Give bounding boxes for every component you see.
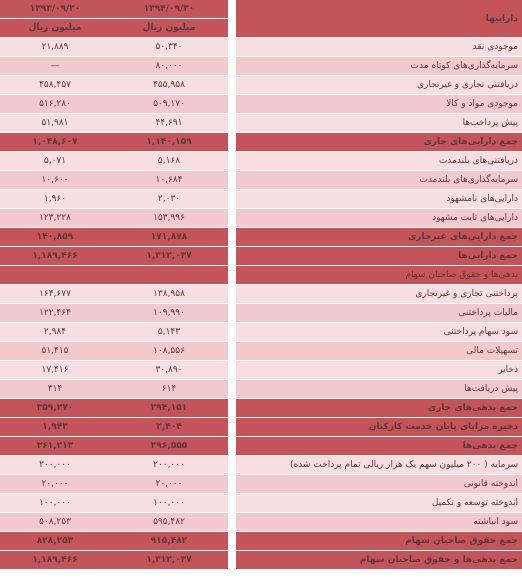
- row-label: تسهیلات مالی: [236, 342, 522, 361]
- row-label: سرمایه‌گذاری‌های بلندمدت: [236, 171, 522, 190]
- row-current-value: ۱,۱۴۰,۱۵۹: [110, 133, 228, 152]
- row-previous-value: ۲۰,۰۰۰: [0, 475, 110, 494]
- header-gap: [228, 0, 236, 38]
- header-current-period: ۱۳۹۴/۰۹/۳۰: [110, 0, 228, 19]
- row-current-value: ۶۱۴: [110, 380, 228, 399]
- row-previous-value: ۱,۱۸۹,۴۶۶: [0, 551, 110, 570]
- table-row: [0, 76, 522, 95]
- row-current-value: [110, 266, 228, 285]
- row-label: پیش پرداخت‌ها: [236, 114, 522, 133]
- row-label: سرمایه‌گذاری‌های کوتاه مدت: [236, 57, 522, 76]
- row-previous-value: ۱۲۲,۴۶۴: [0, 304, 110, 323]
- row-current-value: ۱۷۱,۸۷۸: [110, 228, 228, 247]
- table-row: [0, 532, 522, 551]
- row-current-value: ۱۰۹,۹۹۰: [110, 304, 228, 323]
- row-current-value: ۲۹۶,۵۵۵: [110, 437, 228, 456]
- table-row: [0, 114, 522, 133]
- row-label: ذخیره مزایای پایان خدمت کارکنان: [236, 418, 522, 437]
- row-gap: [228, 399, 236, 418]
- row-previous-value: ۱,۰۴۸,۶۰۷: [0, 133, 110, 152]
- table-row: [0, 304, 522, 323]
- row-previous-value: ۱,۱۸۹,۴۶۶: [0, 247, 110, 266]
- table-row: [0, 342, 522, 361]
- row-current-value: ۱۵۳,۹۹۶: [110, 209, 228, 228]
- row-current-value: ۲,۰۳۰: [110, 190, 228, 209]
- row-previous-value: ۱۲۳,۲۲۸: [0, 209, 110, 228]
- row-current-value: ۵۰,۳۴۰: [110, 38, 228, 57]
- row-label: مالیات پرداختنی: [236, 304, 522, 323]
- table-row: [0, 285, 522, 304]
- row-previous-value: ۱۴۰,۸۵۹: [0, 228, 110, 247]
- row-current-value: ۴۴,۶۹۱: [110, 114, 228, 133]
- row-current-value: ۲۰۰,۰۰۰: [110, 456, 228, 475]
- row-current-value: ۱,۳۱۲,۰۳۷: [110, 247, 228, 266]
- table-row: [0, 57, 522, 76]
- row-label: سرمایه ( ۲۰۰ میلیون سهم یک هزار ریالی تمام پرداخت شده): [236, 456, 522, 475]
- row-gap: [228, 361, 236, 380]
- row-label: سود انباشته: [236, 513, 522, 532]
- table-row: [0, 266, 522, 285]
- row-previous-value: ۲,۹۸۴: [0, 323, 110, 342]
- row-gap: [228, 380, 236, 399]
- table-row: [0, 247, 522, 266]
- table-row: [0, 418, 522, 437]
- table-row: [0, 475, 522, 494]
- row-gap: [228, 190, 236, 209]
- table-row: [0, 38, 522, 57]
- row-gap: [228, 304, 236, 323]
- row-previous-value: [0, 266, 110, 285]
- row-current-value: ۱۳۸,۹۵۸: [110, 285, 228, 304]
- row-previous-value: ۱۰,۶۰۰: [0, 171, 110, 190]
- row-label: دارایی‌های ثابت مشهود: [236, 209, 522, 228]
- row-gap: [228, 171, 236, 190]
- row-current-value: ۴۵۵,۹۵۸: [110, 76, 228, 95]
- row-current-value: ۹۱۵,۴۸۲: [110, 532, 228, 551]
- row-current-value: ۲۹۴,۱۵۱: [110, 399, 228, 418]
- row-gap: [228, 76, 236, 95]
- row-gap: [228, 494, 236, 513]
- row-label: موجودی نقد: [236, 38, 522, 57]
- row-gap: [228, 342, 236, 361]
- row-gap: [228, 532, 236, 551]
- table-row: [0, 380, 522, 399]
- row-gap: [228, 95, 236, 114]
- row-label: اندوخته قانونی: [236, 475, 522, 494]
- row-previous-value: ۴۵۸,۴۵۷: [0, 76, 110, 95]
- row-previous-value: ۸۲۸,۲۵۳: [0, 532, 110, 551]
- row-label: پیش دریافت‌ها: [236, 380, 522, 399]
- row-label: جمع دارایی‌ها: [236, 247, 522, 266]
- row-label: جمع دارایی‌های جاری: [236, 133, 522, 152]
- row-gap: [228, 437, 236, 456]
- row-current-value: ۱۰۸,۵۵۶: [110, 342, 228, 361]
- row-label: اندوخته توسعه و تکمیل: [236, 494, 522, 513]
- row-current-value: ۱۰۰,۰۰۰: [110, 494, 228, 513]
- table-row: [0, 551, 522, 570]
- row-previous-value: ۵۱,۹۸۱: [0, 114, 110, 133]
- row-label: دارایی‌های نامشهود: [236, 190, 522, 209]
- table-row: [0, 399, 522, 418]
- row-gap: [228, 551, 236, 570]
- row-gap: [228, 285, 236, 304]
- table-row: [0, 513, 522, 532]
- row-gap: [228, 323, 236, 342]
- row-previous-value: ۵,۰۷۱: [0, 152, 110, 171]
- row-gap: [228, 228, 236, 247]
- row-label: پرداختنی تجاری و غیرتجاری: [236, 285, 522, 304]
- row-current-value: ۸۰,۰۰۰: [110, 57, 228, 76]
- row-gap: [228, 152, 236, 171]
- row-gap: [228, 266, 236, 285]
- table-row: [0, 323, 522, 342]
- row-current-value: ۱,۳۱۲,۰۳۷: [110, 551, 228, 570]
- row-label: سود سهام پرداختنی: [236, 323, 522, 342]
- row-gap: [228, 209, 236, 228]
- row-gap: [228, 513, 236, 532]
- row-previous-value: ۲۱,۸۸۹: [0, 38, 110, 57]
- table-row: [0, 190, 522, 209]
- row-gap: [228, 133, 236, 152]
- row-current-value: ۵۹۵,۴۸۲: [110, 513, 228, 532]
- row-label: جمع بدهی‌های جاری: [236, 399, 522, 418]
- row-current-value: ۲,۴۰۴: [110, 418, 228, 437]
- row-gap: [228, 475, 236, 494]
- row-previous-value: ۱,۹۴۳: [0, 418, 110, 437]
- row-label: موجودی مواد و کالا: [236, 95, 522, 114]
- table-row: [0, 361, 522, 380]
- row-label: بدهی‌ها و حقوق صاحبان سهام: [236, 266, 522, 285]
- row-current-value: ۵,۱۴۳: [110, 323, 228, 342]
- table-row: [0, 494, 522, 513]
- table-body: [0, 38, 522, 570]
- row-previous-value: —: [0, 57, 110, 76]
- header-unit-current: میلیون ریال: [110, 19, 228, 38]
- table-row: [0, 171, 522, 190]
- row-gap: [228, 247, 236, 266]
- row-gap: [228, 38, 236, 57]
- row-label: دریافتنی‌های بلندمدت: [236, 152, 522, 171]
- row-previous-value: ۳۵۹,۲۷۰: [0, 399, 110, 418]
- row-gap: [228, 456, 236, 475]
- row-label: جمع دارایی‌های غیرجاری: [236, 228, 522, 247]
- row-gap: [228, 418, 236, 437]
- table-row: [0, 95, 522, 114]
- table-row: [0, 456, 522, 475]
- row-previous-value: ۱۷,۴۱۶: [0, 361, 110, 380]
- row-current-value: ۵۰۹,۱۷۰: [110, 95, 228, 114]
- row-current-value: ۵,۱۶۸: [110, 152, 228, 171]
- header-previous-period: ۱۳۹۳/۰۹/۳۰: [0, 0, 110, 19]
- table-row: [0, 437, 522, 456]
- header-label: داراییها: [236, 0, 522, 38]
- row-label: جمع بدهی‌ها و حقوق صاحبان سهام: [236, 551, 522, 570]
- row-previous-value: ۳۶۱,۲۱۳: [0, 437, 110, 456]
- row-current-value: ۳۰,۸۹۰: [110, 361, 228, 380]
- row-label: جمع حقوق صاحبان سهام: [236, 532, 522, 551]
- row-previous-value: ۱۶۴,۶۷۷: [0, 285, 110, 304]
- row-previous-value: ۵۱۶,۲۸۰: [0, 95, 110, 114]
- row-label: جمع بدهی‌ها: [236, 437, 522, 456]
- row-gap: [228, 114, 236, 133]
- row-gap: [228, 57, 236, 76]
- row-previous-value: ۲۰۰,۰۰۰: [0, 456, 110, 475]
- table-row: [0, 228, 522, 247]
- row-current-value: ۲۰,۰۰۰: [110, 475, 228, 494]
- table-row: [0, 133, 522, 152]
- table-row: [0, 152, 522, 171]
- row-previous-value: ۱۰۰,۰۰۰: [0, 494, 110, 513]
- row-label: دریافتنی تجاری و غیرتجاری: [236, 76, 522, 95]
- row-previous-value: ۵۰۸,۲۵۳: [0, 513, 110, 532]
- row-current-value: ۱۰,۶۸۴: [110, 171, 228, 190]
- row-label: ذخایر: [236, 361, 522, 380]
- header-row-periods: [0, 0, 522, 19]
- row-previous-value: ۱,۹۶۰: [0, 190, 110, 209]
- header-unit-previous: میلیون ریال: [0, 19, 110, 38]
- table-row: [0, 209, 522, 228]
- row-previous-value: ۳۱۴: [0, 380, 110, 399]
- row-previous-value: ۵۱,۴۱۵: [0, 342, 110, 361]
